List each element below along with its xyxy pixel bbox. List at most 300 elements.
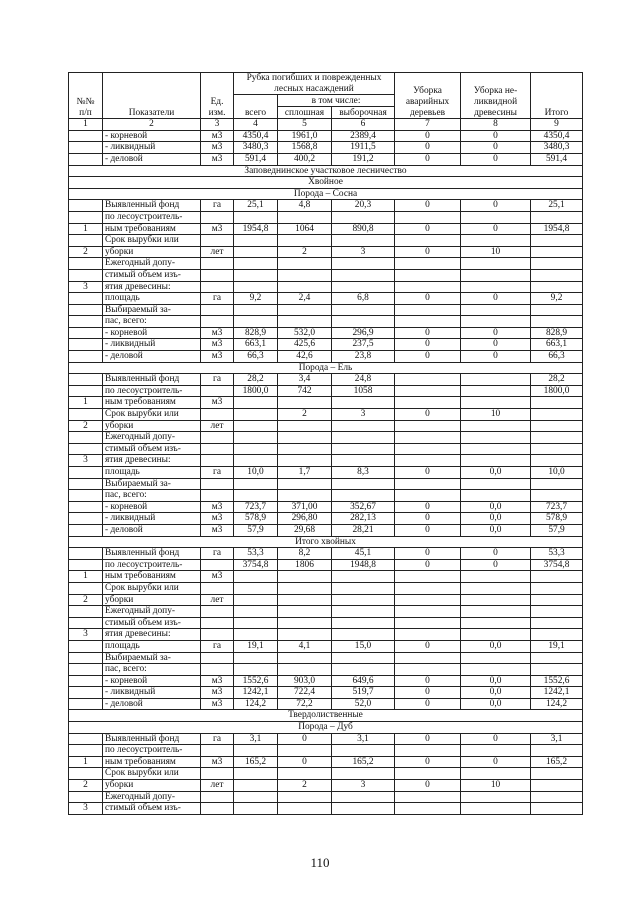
table-cell: пас, всего: bbox=[103, 490, 201, 502]
table-cell bbox=[461, 316, 531, 328]
table-cell bbox=[234, 768, 278, 780]
table-cell: 0 bbox=[278, 733, 332, 745]
table-cell bbox=[531, 246, 583, 258]
table-cell bbox=[395, 304, 461, 316]
table-row bbox=[69, 675, 583, 687]
header-indicator: Показатели bbox=[103, 73, 201, 119]
table-cell bbox=[201, 803, 234, 815]
table-cell bbox=[69, 687, 103, 699]
table-cell: пас, всего: bbox=[103, 664, 201, 676]
table-cell bbox=[69, 745, 103, 757]
table-cell bbox=[531, 409, 583, 421]
table-cell bbox=[278, 803, 332, 815]
table-cell: 10 bbox=[461, 246, 531, 258]
table-cell bbox=[461, 304, 531, 316]
table-cell: 10,0 bbox=[531, 467, 583, 479]
table-cell bbox=[531, 443, 583, 455]
table-cell: 0 bbox=[395, 756, 461, 768]
table-cell bbox=[332, 211, 395, 223]
header-cutting-group: Рубка погибших и поврежденных лесных насаждений bbox=[234, 73, 395, 95]
table-cell: - ликвидный bbox=[103, 339, 201, 351]
table-cell: 8,3 bbox=[332, 467, 395, 479]
table-cell: 903,0 bbox=[278, 675, 332, 687]
table-cell bbox=[278, 768, 332, 780]
table-cell bbox=[201, 432, 234, 444]
table-cell: Ежегодный допу- bbox=[103, 432, 201, 444]
table-row bbox=[69, 478, 583, 490]
table-cell: 2 bbox=[278, 409, 332, 421]
table-cell bbox=[332, 629, 395, 641]
table-cell bbox=[395, 629, 461, 641]
table-cell bbox=[69, 443, 103, 455]
table-cell bbox=[332, 594, 395, 606]
column-number: 4 bbox=[234, 119, 278, 131]
table-cell: 828,9 bbox=[531, 327, 583, 339]
table-cell bbox=[278, 478, 332, 490]
table-cell: 2 bbox=[278, 780, 332, 792]
section-title: Твердолиственные bbox=[69, 710, 583, 722]
table-cell bbox=[461, 420, 531, 432]
table-row bbox=[69, 490, 583, 502]
table-cell bbox=[234, 258, 278, 270]
table-cell bbox=[234, 211, 278, 223]
table-cell bbox=[69, 490, 103, 502]
table-cell bbox=[278, 397, 332, 409]
table-cell: Выбираемый за- bbox=[103, 652, 201, 664]
table-cell: Выявленный фонд bbox=[103, 374, 201, 386]
table-row bbox=[69, 351, 583, 363]
column-number: 8 bbox=[461, 119, 531, 131]
table-cell: 3 bbox=[332, 246, 395, 258]
table-cell bbox=[278, 211, 332, 223]
table-cell: 0 bbox=[461, 200, 531, 212]
table-cell bbox=[395, 745, 461, 757]
table-row bbox=[69, 617, 583, 629]
table-cell: 0 bbox=[395, 513, 461, 525]
table-cell: - ликвидный bbox=[103, 142, 201, 154]
table-cell: - деловой bbox=[103, 524, 201, 536]
table-cell bbox=[69, 524, 103, 536]
table-row bbox=[69, 327, 583, 339]
table-cell: 890,8 bbox=[332, 223, 395, 235]
table-cell: 296,9 bbox=[332, 327, 395, 339]
table-cell: 0 bbox=[395, 339, 461, 351]
table-cell: 0,0 bbox=[461, 501, 531, 513]
table-cell bbox=[234, 281, 278, 293]
table-cell bbox=[69, 664, 103, 676]
table-cell bbox=[234, 443, 278, 455]
table-cell: - корневой bbox=[103, 130, 201, 142]
table-cell: 45,1 bbox=[332, 548, 395, 560]
table-cell: площадь bbox=[103, 293, 201, 305]
table-cell bbox=[531, 281, 583, 293]
table-row bbox=[69, 246, 583, 258]
table-cell: 3754,8 bbox=[531, 559, 583, 571]
table-cell bbox=[69, 351, 103, 363]
table-cell: ным требованиям bbox=[103, 756, 201, 768]
table-cell: 1,7 bbox=[278, 467, 332, 479]
table-cell bbox=[461, 629, 531, 641]
table-row bbox=[69, 153, 583, 165]
table-cell: 0 bbox=[395, 409, 461, 421]
table-cell bbox=[278, 235, 332, 247]
table-row bbox=[69, 733, 583, 745]
table-cell: площадь bbox=[103, 467, 201, 479]
table-cell: га bbox=[201, 640, 234, 652]
table-cell: 1058 bbox=[332, 385, 395, 397]
table-cell bbox=[461, 478, 531, 490]
table-cell: 28,2 bbox=[531, 374, 583, 386]
table-cell bbox=[395, 582, 461, 594]
table-cell: по лесоустроитель- bbox=[103, 385, 201, 397]
table-cell bbox=[461, 432, 531, 444]
table-cell bbox=[69, 606, 103, 618]
table-cell bbox=[278, 594, 332, 606]
table-cell bbox=[278, 791, 332, 803]
table-cell bbox=[234, 420, 278, 432]
table-cell bbox=[69, 235, 103, 247]
table-row bbox=[69, 467, 583, 479]
table-cell: га bbox=[201, 467, 234, 479]
table-cell bbox=[201, 385, 234, 397]
table-cell bbox=[461, 269, 531, 281]
table-cell bbox=[332, 316, 395, 328]
table-cell bbox=[332, 571, 395, 583]
table-row bbox=[69, 443, 583, 455]
table-cell: 0 bbox=[461, 339, 531, 351]
table-cell bbox=[531, 617, 583, 629]
table-cell bbox=[201, 629, 234, 641]
table-cell bbox=[234, 745, 278, 757]
table-cell bbox=[461, 617, 531, 629]
table-cell: 4350,4 bbox=[234, 130, 278, 142]
column-number: 1 bbox=[69, 119, 103, 131]
header-emergency: Уборка аварийных деревьев bbox=[395, 73, 461, 119]
table-cell: уборки bbox=[103, 780, 201, 792]
table-cell: 66,3 bbox=[234, 351, 278, 363]
table-cell: 0 bbox=[395, 559, 461, 571]
table-cell: 591,4 bbox=[531, 153, 583, 165]
table-cell: м3 bbox=[201, 756, 234, 768]
table-cell: 9,2 bbox=[531, 293, 583, 305]
header-clear: сплошная bbox=[278, 107, 332, 119]
table-row bbox=[69, 803, 583, 815]
table-cell bbox=[69, 327, 103, 339]
table-cell: га bbox=[201, 548, 234, 560]
table-row bbox=[69, 304, 583, 316]
table-cell: - деловой bbox=[103, 153, 201, 165]
table-cell bbox=[69, 733, 103, 745]
table-cell bbox=[69, 385, 103, 397]
table-cell: 29,68 bbox=[278, 524, 332, 536]
table-cell: 3 bbox=[332, 780, 395, 792]
table-cell bbox=[69, 432, 103, 444]
table-cell bbox=[332, 745, 395, 757]
table-cell bbox=[395, 443, 461, 455]
table-cell bbox=[278, 617, 332, 629]
table-cell: 0 bbox=[395, 548, 461, 560]
table-cell: 42,6 bbox=[278, 351, 332, 363]
table-cell bbox=[69, 374, 103, 386]
table-cell bbox=[201, 258, 234, 270]
table-cell: 3480,3 bbox=[234, 142, 278, 154]
table-cell bbox=[332, 582, 395, 594]
table-cell: 0 bbox=[395, 733, 461, 745]
table-cell bbox=[69, 617, 103, 629]
table-cell: Выбираемый за- bbox=[103, 478, 201, 490]
table-cell: 3480,3 bbox=[531, 142, 583, 154]
table-cell bbox=[278, 304, 332, 316]
table-row bbox=[69, 687, 583, 699]
table-row bbox=[69, 142, 583, 154]
table-cell bbox=[531, 594, 583, 606]
table-row bbox=[69, 200, 583, 212]
table-cell: м3 bbox=[201, 501, 234, 513]
table-cell bbox=[278, 258, 332, 270]
table-cell bbox=[461, 281, 531, 293]
table-cell: ятия древесины: bbox=[103, 455, 201, 467]
table-cell: 578,9 bbox=[531, 513, 583, 525]
table-cell bbox=[461, 652, 531, 664]
table-cell: м3 bbox=[201, 571, 234, 583]
table-cell bbox=[531, 304, 583, 316]
table-row bbox=[69, 385, 583, 397]
table-cell bbox=[201, 490, 234, 502]
table-cell: 0 bbox=[395, 640, 461, 652]
table-cell bbox=[395, 652, 461, 664]
table-cell bbox=[395, 478, 461, 490]
table-cell: 191,2 bbox=[332, 153, 395, 165]
table-cell bbox=[234, 269, 278, 281]
table-cell: 400,2 bbox=[278, 153, 332, 165]
header-unit: Ед. изм. bbox=[201, 73, 234, 119]
table-cell bbox=[234, 571, 278, 583]
table-cell: 649,6 bbox=[332, 675, 395, 687]
table-cell: 3754,8 bbox=[234, 559, 278, 571]
table-cell: 0 bbox=[395, 780, 461, 792]
table-cell bbox=[461, 582, 531, 594]
table-row bbox=[69, 664, 583, 676]
table-cell bbox=[69, 409, 103, 421]
table-cell bbox=[201, 791, 234, 803]
table-cell: 1954,8 bbox=[234, 223, 278, 235]
table-cell bbox=[69, 153, 103, 165]
table-cell bbox=[395, 791, 461, 803]
table-row bbox=[69, 791, 583, 803]
table-cell: ятия древесины: bbox=[103, 281, 201, 293]
table-cell bbox=[69, 200, 103, 212]
table-cell bbox=[531, 211, 583, 223]
table-cell: 663,1 bbox=[531, 339, 583, 351]
table-row bbox=[69, 432, 583, 444]
section-row bbox=[69, 188, 583, 200]
table-cell: по лесоустроитель- bbox=[103, 211, 201, 223]
table-cell: лет bbox=[201, 420, 234, 432]
table-cell bbox=[201, 269, 234, 281]
table-cell bbox=[201, 745, 234, 757]
table-row bbox=[69, 768, 583, 780]
table-cell: 2 bbox=[69, 780, 103, 792]
table-cell: 10 bbox=[461, 409, 531, 421]
table-cell bbox=[395, 397, 461, 409]
table-cell bbox=[201, 664, 234, 676]
table-cell: по лесоустроитель- bbox=[103, 745, 201, 757]
table-cell bbox=[278, 443, 332, 455]
table-cell: - ликвидный bbox=[103, 513, 201, 525]
table-cell: 352,67 bbox=[332, 501, 395, 513]
table-cell bbox=[332, 490, 395, 502]
table-cell: 15,0 bbox=[332, 640, 395, 652]
table-cell bbox=[531, 664, 583, 676]
table-cell bbox=[332, 803, 395, 815]
table-cell: 0 bbox=[395, 327, 461, 339]
table-row bbox=[69, 559, 583, 571]
table-cell: м3 bbox=[201, 223, 234, 235]
table-cell: 296,80 bbox=[278, 513, 332, 525]
table-cell: - корневой bbox=[103, 501, 201, 513]
table-cell bbox=[69, 501, 103, 513]
table-cell: 165,2 bbox=[234, 756, 278, 768]
table-cell bbox=[531, 269, 583, 281]
table-cell bbox=[461, 235, 531, 247]
column-number: 3 bbox=[201, 119, 234, 131]
table-row bbox=[69, 756, 583, 768]
table-cell: м3 bbox=[201, 327, 234, 339]
table-cell bbox=[278, 455, 332, 467]
page-number: 110 bbox=[310, 855, 330, 870]
table-row bbox=[69, 698, 583, 710]
section-title: Порода – Сосна bbox=[69, 188, 583, 200]
table-cell: 1568,8 bbox=[278, 142, 332, 154]
table-cell bbox=[234, 803, 278, 815]
table-cell: 663,1 bbox=[234, 339, 278, 351]
table-row bbox=[69, 223, 583, 235]
table-cell: 0 bbox=[461, 223, 531, 235]
table-cell: 1948,8 bbox=[332, 559, 395, 571]
table-cell: 23,8 bbox=[332, 351, 395, 363]
column-number: 5 bbox=[278, 119, 332, 131]
table-cell: м3 bbox=[201, 524, 234, 536]
table-cell: 2389,4 bbox=[332, 130, 395, 142]
table-cell bbox=[461, 745, 531, 757]
table-cell bbox=[332, 664, 395, 676]
table-cell: стимый объем изъ- bbox=[103, 269, 201, 281]
table-cell: 0 bbox=[395, 246, 461, 258]
table-row bbox=[69, 652, 583, 664]
table-cell bbox=[461, 374, 531, 386]
table-cell bbox=[201, 281, 234, 293]
table-cell bbox=[395, 258, 461, 270]
header-nonliquid: Уборка не- ликвидной древесины bbox=[461, 73, 531, 119]
table-cell bbox=[69, 339, 103, 351]
table-cell: - деловой bbox=[103, 351, 201, 363]
table-row bbox=[69, 745, 583, 757]
table-cell bbox=[461, 443, 531, 455]
table-cell: 237,5 bbox=[332, 339, 395, 351]
table-cell bbox=[201, 455, 234, 467]
table-cell bbox=[278, 664, 332, 676]
table-cell: 0 bbox=[395, 675, 461, 687]
table-cell: га bbox=[201, 200, 234, 212]
table-cell: ятия древесины: bbox=[103, 629, 201, 641]
table-cell bbox=[461, 803, 531, 815]
table-cell bbox=[332, 455, 395, 467]
table-cell: 1 bbox=[69, 397, 103, 409]
table-cell bbox=[531, 455, 583, 467]
table-cell bbox=[461, 571, 531, 583]
section-row bbox=[69, 710, 583, 722]
table-cell: Ежегодный допу- bbox=[103, 258, 201, 270]
table-row bbox=[69, 582, 583, 594]
table-cell: лет bbox=[201, 780, 234, 792]
table-cell bbox=[332, 258, 395, 270]
table-cell bbox=[531, 490, 583, 502]
table-cell bbox=[531, 397, 583, 409]
table-cell bbox=[201, 316, 234, 328]
table-cell: 165,2 bbox=[531, 756, 583, 768]
table-cell bbox=[69, 675, 103, 687]
table-cell: 3,1 bbox=[531, 733, 583, 745]
table-cell: 19,1 bbox=[234, 640, 278, 652]
table-cell bbox=[461, 385, 531, 397]
table-cell bbox=[531, 780, 583, 792]
table-cell: Выявленный фонд bbox=[103, 733, 201, 745]
table-cell: 371,00 bbox=[278, 501, 332, 513]
table-cell: 1 bbox=[69, 756, 103, 768]
column-number: 6 bbox=[332, 119, 395, 131]
table-cell bbox=[201, 768, 234, 780]
table-cell bbox=[234, 316, 278, 328]
table-cell: 1961,0 bbox=[278, 130, 332, 142]
table-cell: ным требованиям bbox=[103, 397, 201, 409]
table-cell bbox=[69, 640, 103, 652]
section-row bbox=[69, 165, 583, 177]
table-cell bbox=[69, 582, 103, 594]
table-cell bbox=[395, 490, 461, 502]
table-cell: м3 bbox=[201, 153, 234, 165]
table-cell: 24,8 bbox=[332, 374, 395, 386]
header-selective: выборочная bbox=[332, 107, 395, 119]
table-cell: 1064 bbox=[278, 223, 332, 235]
table-cell: 3,1 bbox=[234, 733, 278, 745]
table-cell: м3 bbox=[201, 339, 234, 351]
table-cell: - корневой bbox=[103, 327, 201, 339]
table-cell: 57,9 bbox=[234, 524, 278, 536]
table-row bbox=[69, 501, 583, 513]
table-cell bbox=[531, 316, 583, 328]
table-cell: 0 bbox=[461, 142, 531, 154]
table-cell bbox=[531, 606, 583, 618]
table-cell: 282,13 bbox=[332, 513, 395, 525]
table-cell: 20,3 bbox=[332, 200, 395, 212]
table-cell: стимый объем изъ- bbox=[103, 803, 201, 815]
table-cell bbox=[278, 420, 332, 432]
table-cell: 742 bbox=[278, 385, 332, 397]
forest-cutting-table bbox=[68, 72, 583, 815]
table-row bbox=[69, 409, 583, 421]
table-cell bbox=[531, 791, 583, 803]
table-cell: 0,0 bbox=[461, 467, 531, 479]
section-title: Итого хвойных bbox=[69, 536, 583, 548]
table-cell: 4,1 bbox=[278, 640, 332, 652]
table-cell: 3,1 bbox=[332, 733, 395, 745]
table-cell: 0 bbox=[395, 130, 461, 142]
table-cell: 1800,0 bbox=[531, 385, 583, 397]
table-cell bbox=[461, 211, 531, 223]
table-cell: пас, всего: bbox=[103, 316, 201, 328]
table-row bbox=[69, 235, 583, 247]
table-cell: га bbox=[201, 733, 234, 745]
